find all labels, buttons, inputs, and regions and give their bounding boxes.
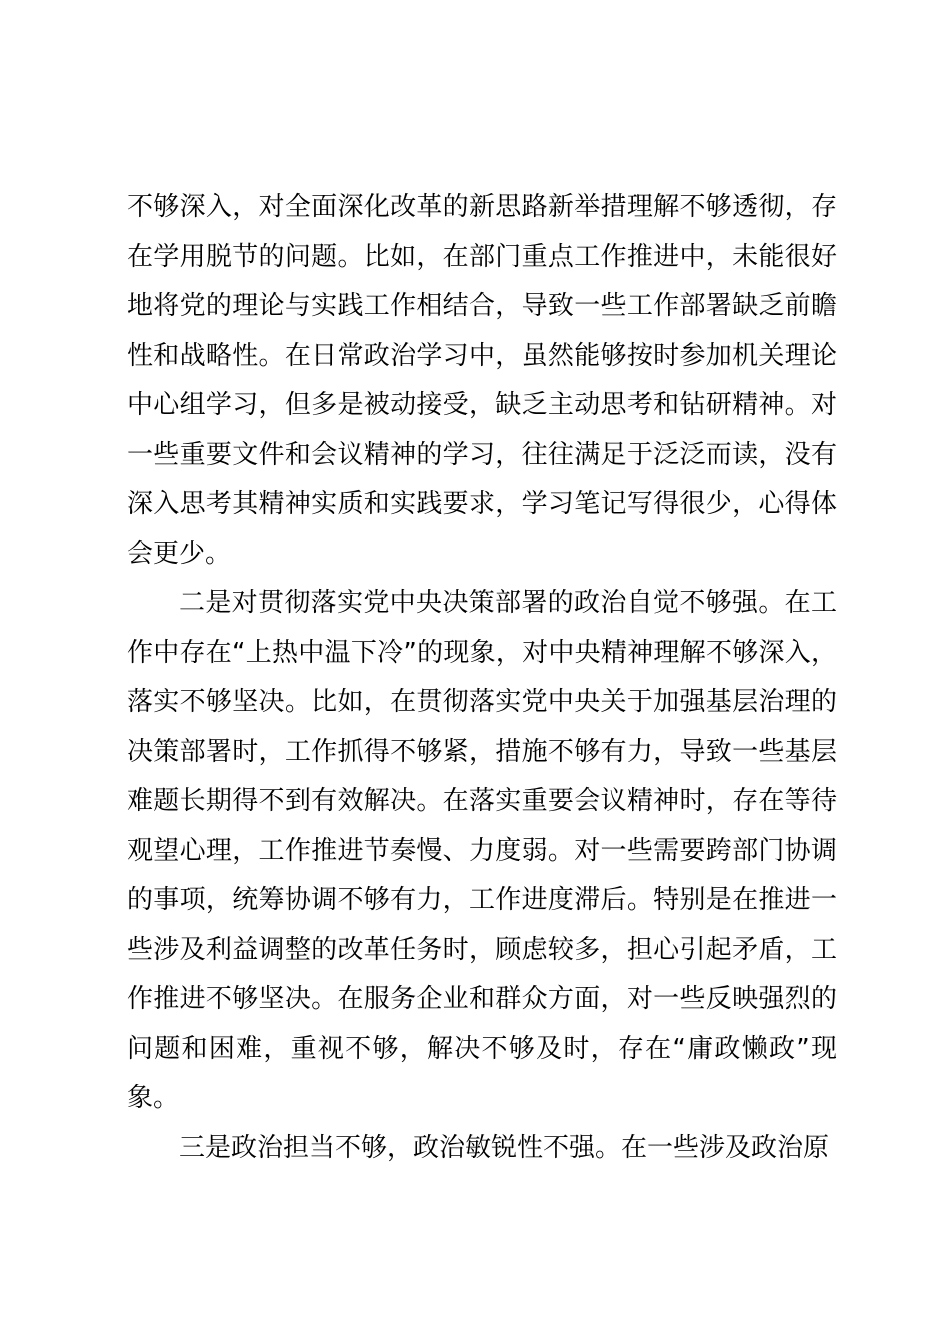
text-line: 象。 (127, 1083, 180, 1113)
text-line: 性和战略性。在日常政治学习中，虽然能够按时参加机关理论 (127, 340, 837, 371)
text-line: 中心组学习，但多是被动接受，缺乏主动思考和钻研精神。对 (127, 390, 837, 420)
text-line: 难题长期得不到有效解决。在落实重要会议精神时，存在等待 (127, 786, 837, 816)
text-line: 的事项，统筹协调不够有力，工作进度滞后。特别是在推进一 (127, 885, 837, 915)
text-line: 一些重要文件和会议精神的学习，往往满足于泛泛而读，没有 (127, 439, 837, 470)
text-line: 地将党的理论与实践工作相结合，导致一些工作部署缺乏前瞻 (127, 291, 837, 321)
text-line: 决策部署时，工作抓得不够紧，措施不够有力，导致一些基层 (127, 736, 837, 767)
text-line: 在学用脱节的问题。比如，在部门重点工作推进中，未能很好 (127, 241, 837, 272)
text-line: 作推进不够坚决。在服务企业和群众方面，对一些反映强烈的 (127, 984, 837, 1014)
text-line: 不够深入，对全面深化改革的新思路新举措理解不够透彻，存 (127, 192, 837, 222)
text-line: 会更少。 (127, 538, 232, 569)
text-line: 观望心理，工作推进节奏慢、力度弱。对一些需要跨部门协调 (127, 835, 837, 866)
paragraph-start-line: 三是政治担当不够，政治敏锐性不强。在一些涉及政治原 (179, 1132, 830, 1163)
text-line: 落实不够坚决。比如，在贯彻落实党中央关于加强基层治理的 (127, 687, 837, 717)
text-line: 些涉及利益调整的改革任务时，顾虑较多，担心引起矛盾，工 (127, 934, 837, 965)
text-line: 问题和困难，重视不够，解决不够及时，存在“庸政懒政”现 (127, 1033, 837, 1064)
text-line: 深入思考其精神实质和实践要求，学习笔记写得很少，心得体 (127, 489, 837, 519)
body-text (127, 183, 837, 1173)
text-line: 作中存在“上热中温下冷”的现象，对中央精神理解不够深入， (127, 637, 837, 668)
paragraph-start-line: 二是对贯彻落实党中央决策部署的政治自觉不够强。在工 (179, 588, 837, 618)
